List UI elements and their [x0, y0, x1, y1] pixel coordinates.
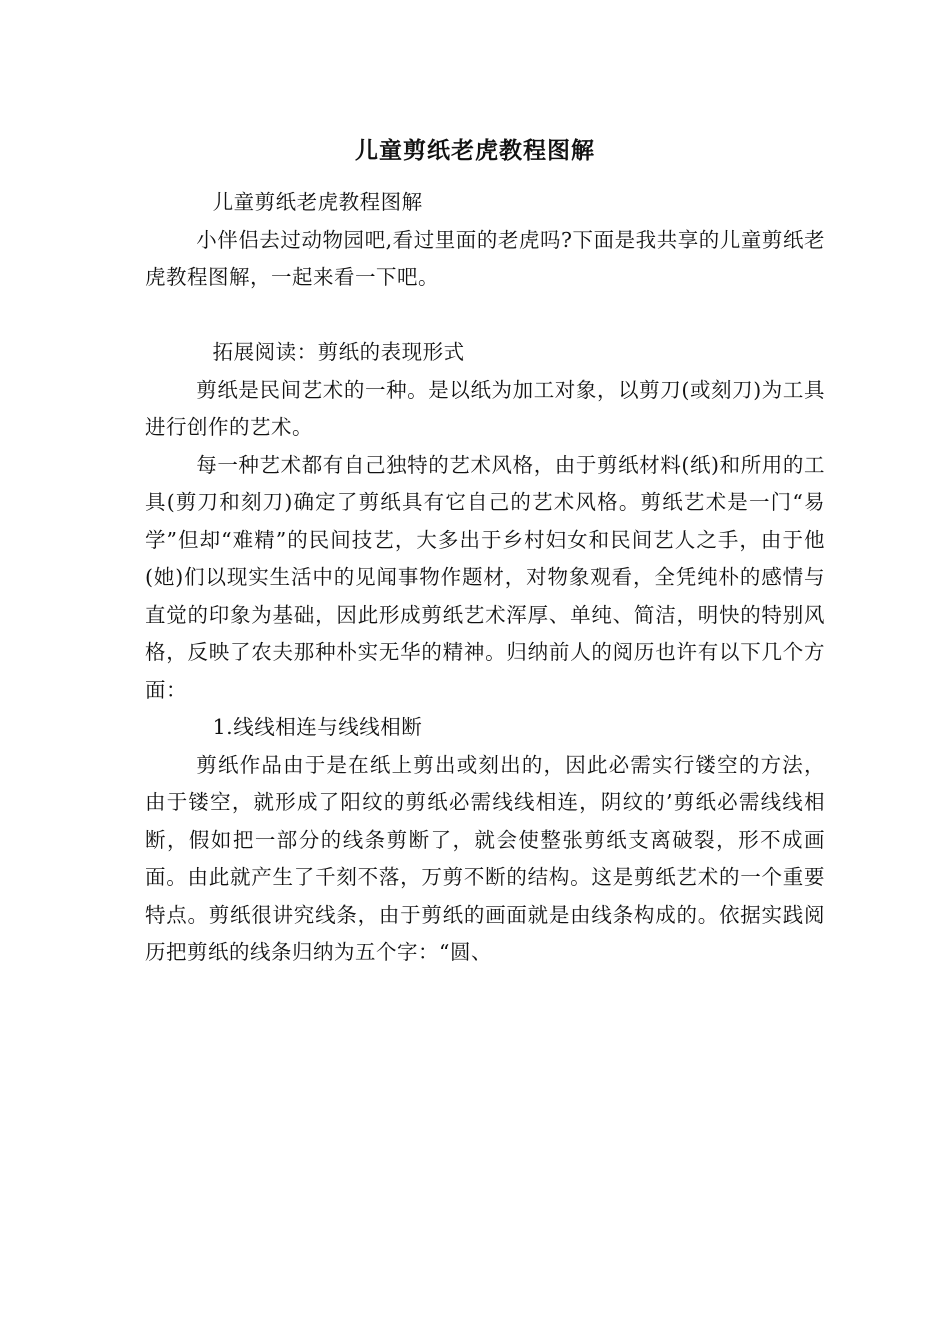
paragraph-lines: 剪纸作品由于是在纸上剪出或刻出的，因此必需实行镂空的方法，由于镂空，就形成了阳纹的剪纸必需线线相连，阴纹的’剪纸必需线线相断，假如把一部分的线条剪断了，就会使整张剪纸支离破裂，形不成画面。由此就产生了千刻不落，万剪不断的结构。这是剪纸艺术的一个重要特点。剪纸很讲究线条，由于剪纸的画面就是由线条构成的。依据实践阅历把剪纸的线条归纳为五个字：“圆、 — [145, 752, 825, 964]
blank-line — [145, 297, 825, 335]
intro-paragraph: 小伴侣去过动物园吧,看过里面的老虎吗?下面是我共享的儿童剪纸老虎教程图解，一起来看一下吧。 — [145, 227, 825, 289]
document-subtitle: 儿童剪纸老虎教程图解 — [212, 190, 423, 214]
paragraph-art-style: 每一种艺术都有自己独特的艺术风格，由于剪纸材料(纸)和所用的工具(剪刀和刻刀)确定了剪纸具有它自己的艺术风格。剪纸艺术是一门“易学”但却“难精”的民间技艺，大多出于乡村妇女和民间艺人之手，由于他(她)们以现实生活中的见闻事物作题材，对物象观看，全凭纯朴的感情与直觉的印象为基础，因此形成剪纸艺术浑厚、单纯、简洁，明快的特别风格，反映了农夫那种朴实无华的精神。归纳前人的阅历也许有以下几个方面： — [145, 452, 825, 702]
extended-reading-heading: 拓展阅读：剪纸的表现形式 — [212, 340, 465, 364]
section-heading-1: 1.线线相连与线线相断 — [212, 715, 423, 739]
document-title: 儿童剪纸老虎教程图解 — [355, 137, 595, 164]
document-body — [145, 184, 825, 972]
paragraph-paper-cutting-definition: 剪纸是民间艺术的一种。是以纸为加工对象，以剪刀(或刻刀)为工具进行创作的艺术。 — [145, 377, 825, 439]
